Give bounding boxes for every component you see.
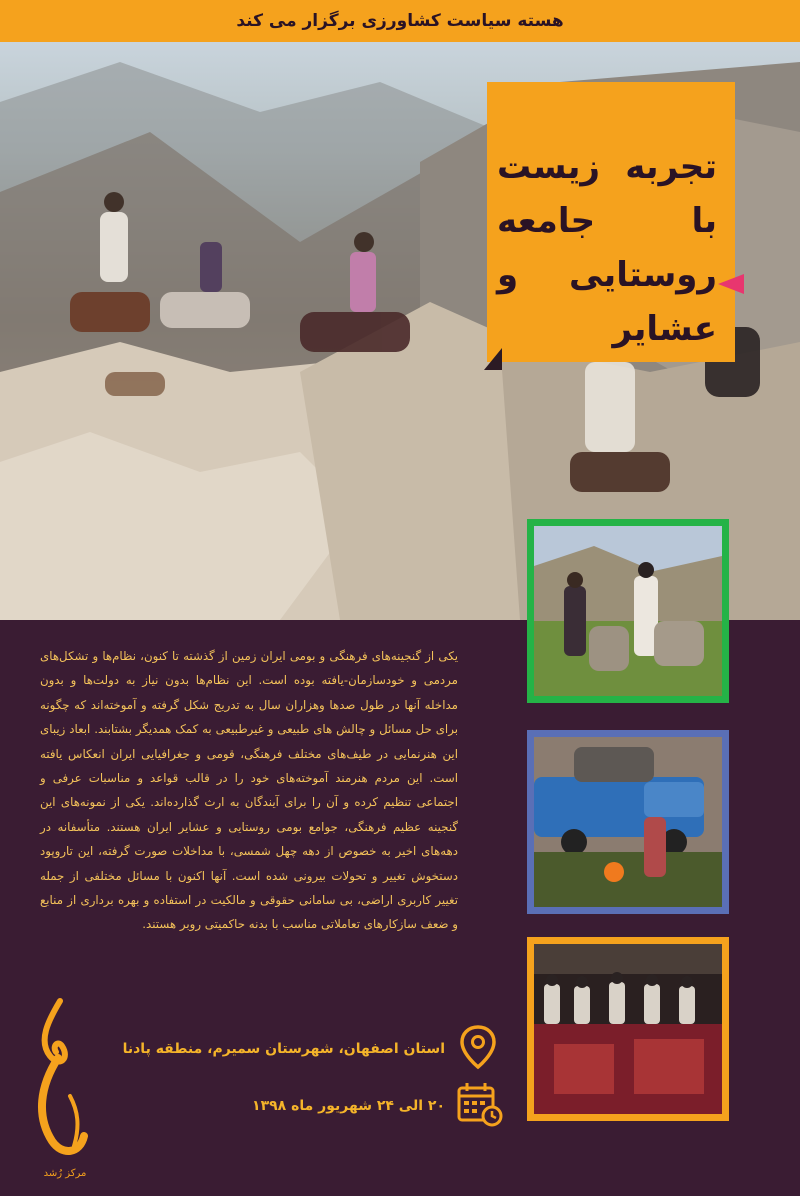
- photo-tent-scene: [534, 944, 722, 1114]
- photo-handshake: [527, 519, 729, 703]
- photo-truck: [527, 730, 729, 914]
- rushd-center-logo: [30, 996, 100, 1186]
- calendar-clock-icon: [456, 1080, 504, 1128]
- photo-tent-gathering: [527, 937, 729, 1121]
- title-box: [487, 82, 735, 362]
- decorative-triangle-pink: [718, 274, 744, 294]
- banner-text: هسته سیاست کشاورزی برگزار می کند: [236, 11, 564, 31]
- event-date: ۲۰ الی ۲۴ شهریور ماه ۱۳۹۸: [252, 1098, 445, 1114]
- event-location: استان اصفهان، شهرستان سمیرم، منطقه پادنا: [122, 1041, 445, 1057]
- decorative-triangle-dark: [484, 348, 502, 370]
- top-banner: [0, 0, 800, 42]
- poster-title: تجربه زیست با جامعه روستایی و عشایر: [497, 147, 717, 349]
- location-pin-icon: [458, 1024, 498, 1070]
- description-paragraph: یکی از گنجینه‌های فرهنگی و بومی ایران زمین از گذشته تا کنون، نظام‌ها و تشکل‌های مردمی و خودسازمان-یافته بوده است. این نظام‌ها بدون نیاز به دولت‌ها و بدون مداخله آنها در طول صدها وهزاران سال به تدریج شکل گرفته و آموخته‌اند که چگونه برای حل مسائل و چالش های طبیعی و غیرطبیعی به کمک همدیگر بشتابند. ابعاد زیبای این هنرنمایی در طیف‌های مختلف فرهنگی، قومی و جغرافیایی ایران انعکاس یافته است. این مردم هنرمند آموخته‌های خود را در قالب قواعد و مناسبات عرفی و اجتماعی تنظیم کرده و آن را برای آیندگان به ارث گذارده‌اند. یکی از نمونه‌های این گنجینه عظیم فرهنگی، جوامع بومی روستایی و عشایر ایران هستند. متأسفانه در دهه‌های اخیر به خصوص از دهه چهل شمسی، با مداخلات صورت گرفته، این تاروپود دستخوش تغییر و تحولات بیرونی شده است. آنها اکنون با مسائل مختلفی از جمله تغییر کاربری اراضی، بی سامانی حقوقی و مالکیت در استفاده و بهره برداری از منابع و ضعف سازکارهای تعاملاتی مناسب با بدنه حاکمیتی روبر هستند.: [40, 649, 458, 932]
- photo-handshake-scene: [534, 526, 722, 696]
- logo-text: مرکز رُشد: [43, 1168, 87, 1179]
- photo-truck-scene: [534, 737, 722, 907]
